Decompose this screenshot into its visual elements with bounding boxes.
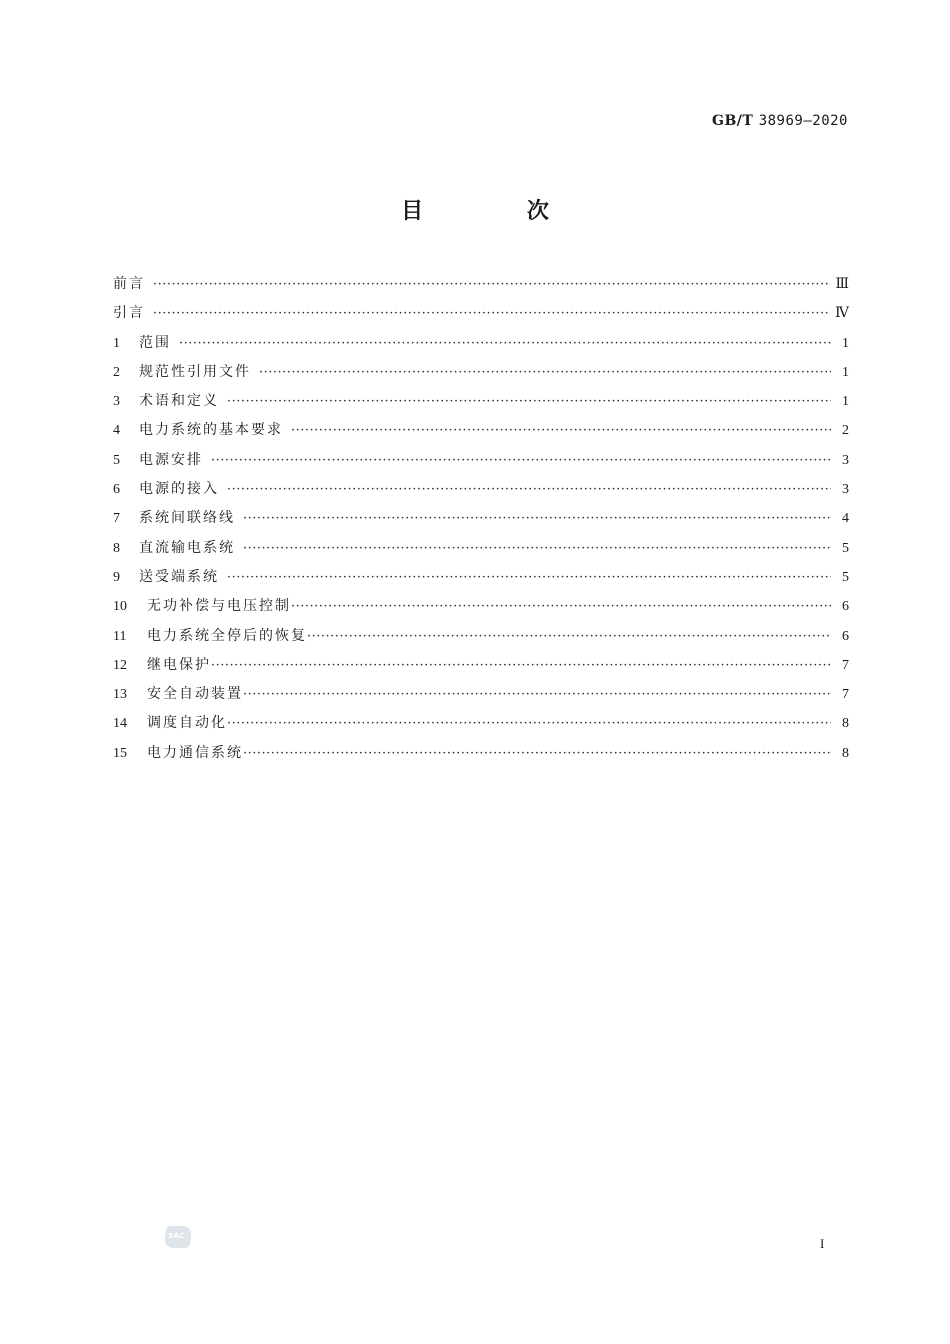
toc-entry-number: 13 (113, 687, 127, 703)
toc-leader-dots (243, 534, 831, 563)
toc-entry-label: 电力通信系统 (147, 744, 243, 761)
toc-entry-number: 2 (113, 364, 120, 380)
toc-entry[interactable] (113, 534, 849, 563)
toc-leader-dots (227, 387, 831, 416)
toc-entry-page: 7 (842, 657, 849, 673)
toc-entry-page: Ⅳ (835, 306, 849, 322)
toc-leader-dots (291, 592, 831, 621)
toc-entry-page: 5 (842, 540, 849, 556)
toc-entry-number: 6 (113, 482, 120, 498)
toc-entry-number: 5 (113, 452, 120, 468)
toc-leader-dots (291, 416, 831, 445)
toc-entry-label: 无功补偿与电压控制 (147, 598, 291, 615)
toc-entry[interactable] (113, 475, 849, 504)
toc-entry-number: 9 (113, 569, 120, 585)
toc-entry[interactable] (113, 709, 849, 738)
toc-entry[interactable] (113, 504, 849, 533)
toc-entry-page: 5 (842, 569, 849, 585)
toc-entry-label: 电源的接入 (139, 481, 219, 498)
toc-entry-label: 直流输电系统 (139, 539, 235, 556)
toc-entry-number: 3 (113, 394, 120, 410)
toc-entry[interactable] (113, 622, 849, 651)
toc-entry-page: 3 (842, 452, 849, 468)
toc-leader-dots (211, 651, 831, 680)
toc-leader-dots (153, 270, 829, 299)
sac-logo-text: SAC (167, 1232, 186, 1240)
toc-leader-dots (227, 475, 831, 504)
toc-entry-label: 范围 (139, 334, 171, 351)
standard-prefix: GB/T (712, 113, 754, 129)
toc-entry[interactable] (113, 387, 849, 416)
toc-entry-page: 8 (842, 716, 849, 732)
toc-entry-label: 调度自动化 (147, 715, 227, 732)
toc-entry[interactable] (113, 299, 849, 328)
toc-leader-dots (307, 622, 831, 651)
toc-entry-page: 3 (842, 482, 849, 498)
toc-entry-number: 11 (113, 628, 127, 644)
toc-entry-number: 4 (113, 423, 120, 439)
toc-leader-dots (243, 680, 831, 709)
toc-entry-label: 引言 (113, 305, 145, 322)
toc-entry[interactable] (113, 416, 849, 445)
toc-entry-page: 6 (842, 599, 849, 615)
toc-entry-number: 14 (113, 716, 127, 732)
standard-code: 38969—2020 (758, 113, 848, 129)
toc-entry-number: 12 (113, 657, 127, 673)
toc-entry-page: 1 (842, 394, 849, 410)
toc-entry-number: 8 (113, 540, 120, 556)
toc-entry[interactable] (113, 739, 849, 768)
page-title: 目 次 (401, 198, 597, 224)
toc-entry-label: 规范性引用文件 (139, 363, 251, 380)
standard-number (712, 113, 848, 129)
toc-entry-number: 15 (113, 745, 127, 761)
toc-entry-label: 术语和定义 (139, 393, 219, 410)
table-of-contents (113, 270, 849, 768)
page-number: I (820, 1236, 825, 1251)
toc-leader-dots (211, 446, 831, 475)
toc-entry-label: 电力系统的基本要求 (139, 422, 283, 439)
toc-entry[interactable] (113, 651, 849, 680)
toc-leader-dots (243, 739, 831, 768)
toc-entry-number: 10 (113, 599, 127, 615)
toc-entry[interactable] (113, 446, 849, 475)
toc-entry[interactable] (113, 270, 849, 299)
toc-entry-number: 7 (113, 511, 120, 527)
toc-entry-label: 系统间联络线 (139, 510, 235, 527)
toc-entry[interactable] (113, 563, 849, 592)
toc-leader-dots (227, 563, 831, 592)
toc-leader-dots (153, 299, 829, 328)
toc-leader-dots (227, 709, 831, 738)
toc-entry-page: 1 (842, 335, 849, 351)
toc-entry-page: 7 (842, 687, 849, 703)
toc-entry-page: 8 (842, 745, 849, 761)
toc-entry-page: 2 (842, 423, 849, 439)
toc-leader-dots (179, 329, 831, 358)
toc-entry-page: Ⅲ (835, 277, 849, 292)
toc-leader-dots (259, 358, 831, 387)
toc-entry[interactable] (113, 680, 849, 709)
toc-entry-number: 1 (113, 335, 120, 351)
toc-entry-label: 电力系统全停后的恢复 (147, 627, 307, 644)
toc-entry-page: 6 (842, 628, 849, 644)
toc-entry-label: 安全自动装置 (147, 686, 243, 703)
toc-entry-label: 前言 (113, 276, 145, 292)
toc-entry[interactable] (113, 329, 849, 358)
toc-entry-page: 1 (842, 364, 849, 380)
toc-entry-label: 送受端系统 (139, 568, 219, 585)
toc-entry[interactable] (113, 358, 849, 387)
toc-entry[interactable] (113, 592, 849, 621)
toc-entry-page: 4 (842, 511, 849, 527)
toc-entry-label: 继电保护 (147, 656, 211, 673)
sac-logo (163, 1226, 192, 1248)
toc-leader-dots (243, 504, 831, 533)
toc-entry-label: 电源安排 (139, 451, 203, 468)
